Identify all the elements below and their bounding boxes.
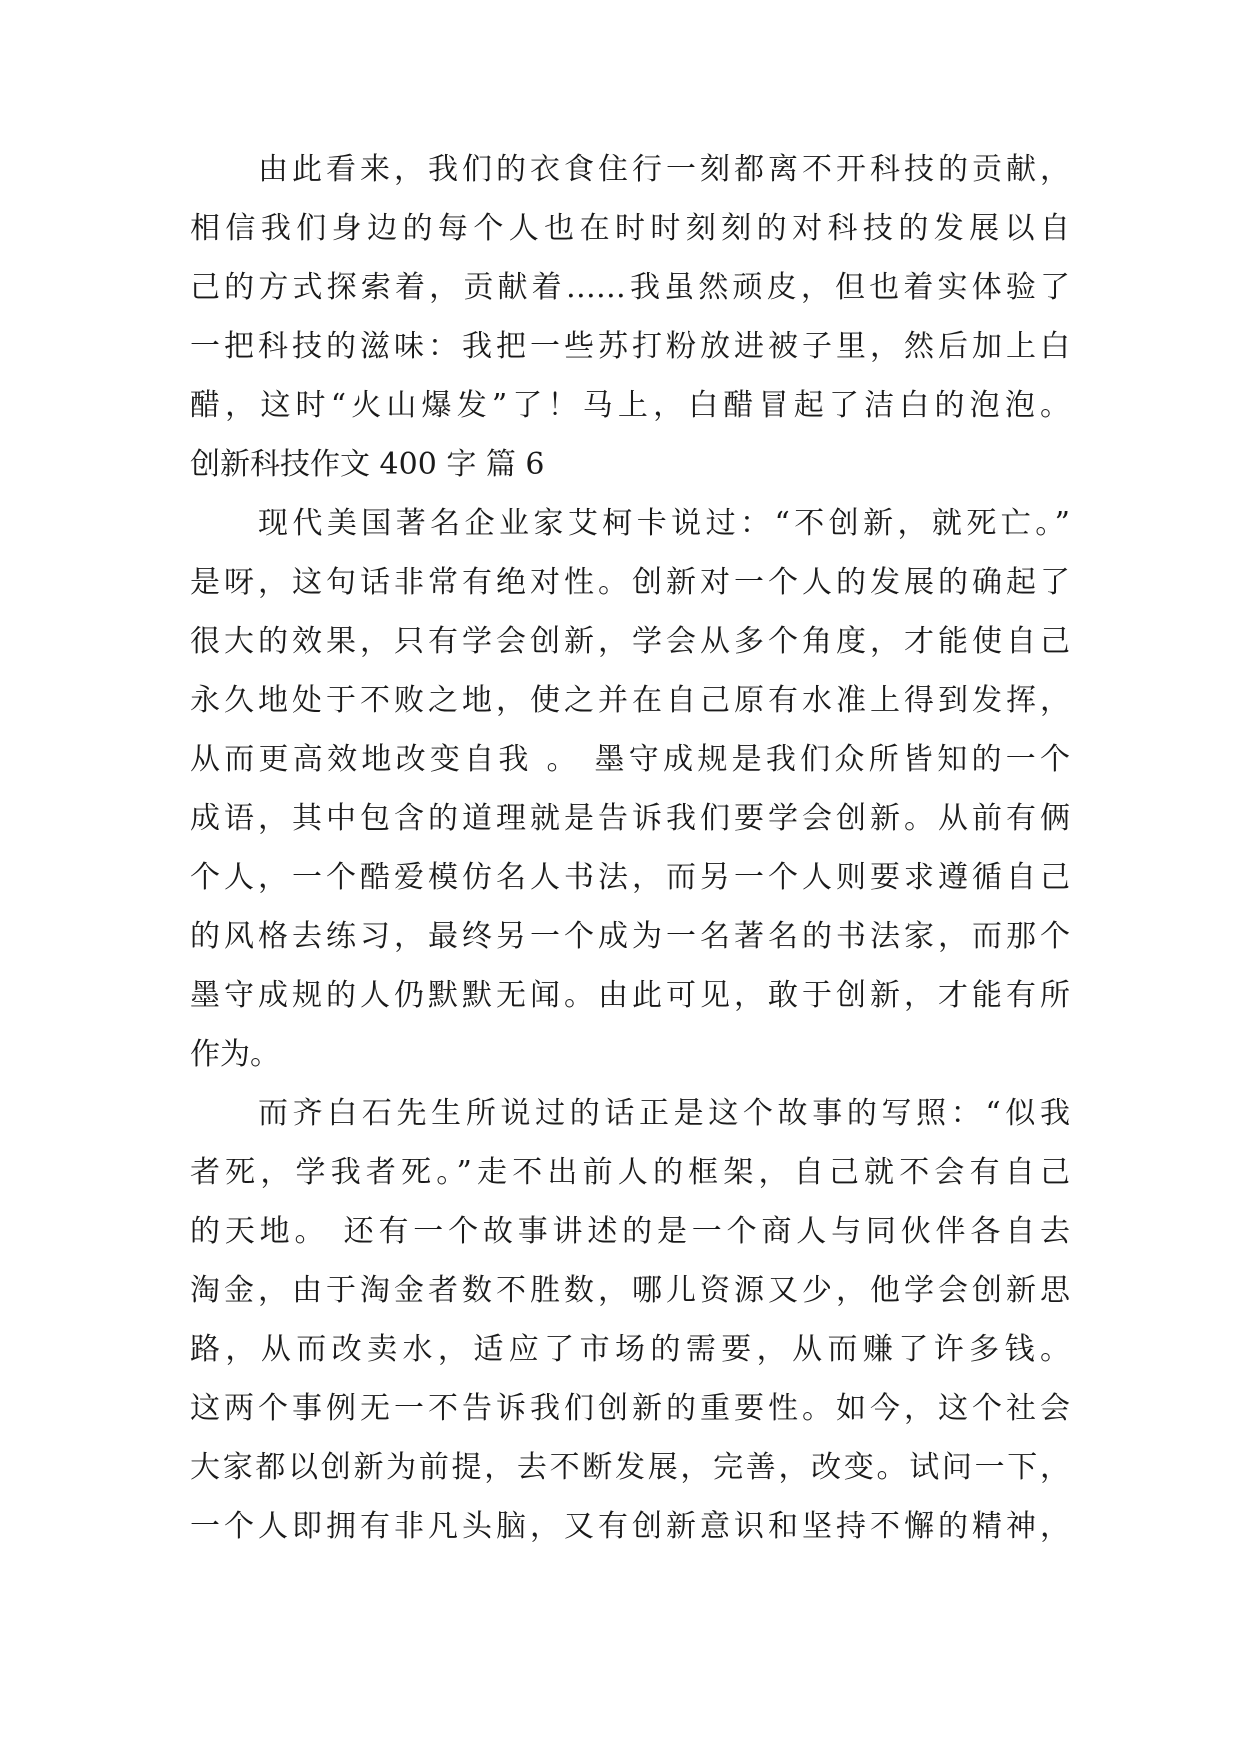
text-line: 由此看来，我们的衣食住行一刻都离不开科技的贡献， [258, 152, 1070, 187]
text-line: 从而更高效地改变自我 。 墨守成规是我们众所皆知的一个 [190, 742, 1070, 777]
text-line: 醋，这时“火山爆发”了！马上，白醋冒起了洁白的泡泡。 [190, 388, 1070, 423]
text-line: 作为。 [190, 1037, 280, 1072]
text-line: 己的方式探索着，贡献着……我虽然顽皮，但也着实体验了 [190, 270, 1070, 305]
section-heading: 创新科技作文 400 字 篇 6 [190, 447, 545, 482]
text-line: 成语，其中包含的道理就是告诉我们要学会创新。从前有俩 [190, 801, 1070, 836]
text-line: 是呀，这句话非常有绝对性。创新对一个人的发展的确起了 [190, 565, 1070, 600]
text-line: 而齐白石先生所说过的话正是这个故事的写照：“似我 [258, 1096, 1070, 1131]
text-line: 者死，学我者死。”走不出前人的框架，自己就不会有自己 [190, 1155, 1070, 1190]
text-line: 相信我们身边的每个人也在时时刻刻的对科技的发展以自 [190, 211, 1070, 246]
text-line: 一个人即拥有非凡头脑，又有创新意识和坚持不懈的精神， [190, 1509, 1070, 1544]
text-line: 个人，一个酷爱模仿名人书法，而另一个人则要求遵循自己 [190, 860, 1070, 895]
text-line: 大家都以创新为前提，去不断发展，完善，改变。试问一下， [190, 1450, 1070, 1485]
text-line: 的风格去练习，最终另一个成为一名著名的书法家，而那个 [190, 919, 1070, 954]
text-line: 墨守成规的人仍默默无闻。由此可见，敢于创新，才能有所 [190, 978, 1070, 1013]
text-line: 路，从而改卖水，适应了市场的需要，从而赚了许多钱。 [190, 1332, 1070, 1367]
text-line: 这两个事例无一不告诉我们创新的重要性。如今，这个社会 [190, 1391, 1070, 1426]
text-line: 现代美国著名企业家艾柯卡说过：“不创新，就死亡。” [258, 506, 1070, 541]
text-line: 一把科技的滋味：我把一些苏打粉放进被子里，然后加上白 [190, 329, 1070, 364]
text-line: 的天地。 还有一个故事讲述的是一个商人与同伙伴各自去 [190, 1214, 1070, 1249]
text-line: 永久地处于不败之地，使之并在自己原有水准上得到发挥， [190, 683, 1070, 718]
text-line: 淘金，由于淘金者数不胜数，哪儿资源又少，他学会创新思 [190, 1273, 1070, 1308]
text-line: 很大的效果，只有学会创新，学会从多个角度，才能使自己 [190, 624, 1070, 659]
